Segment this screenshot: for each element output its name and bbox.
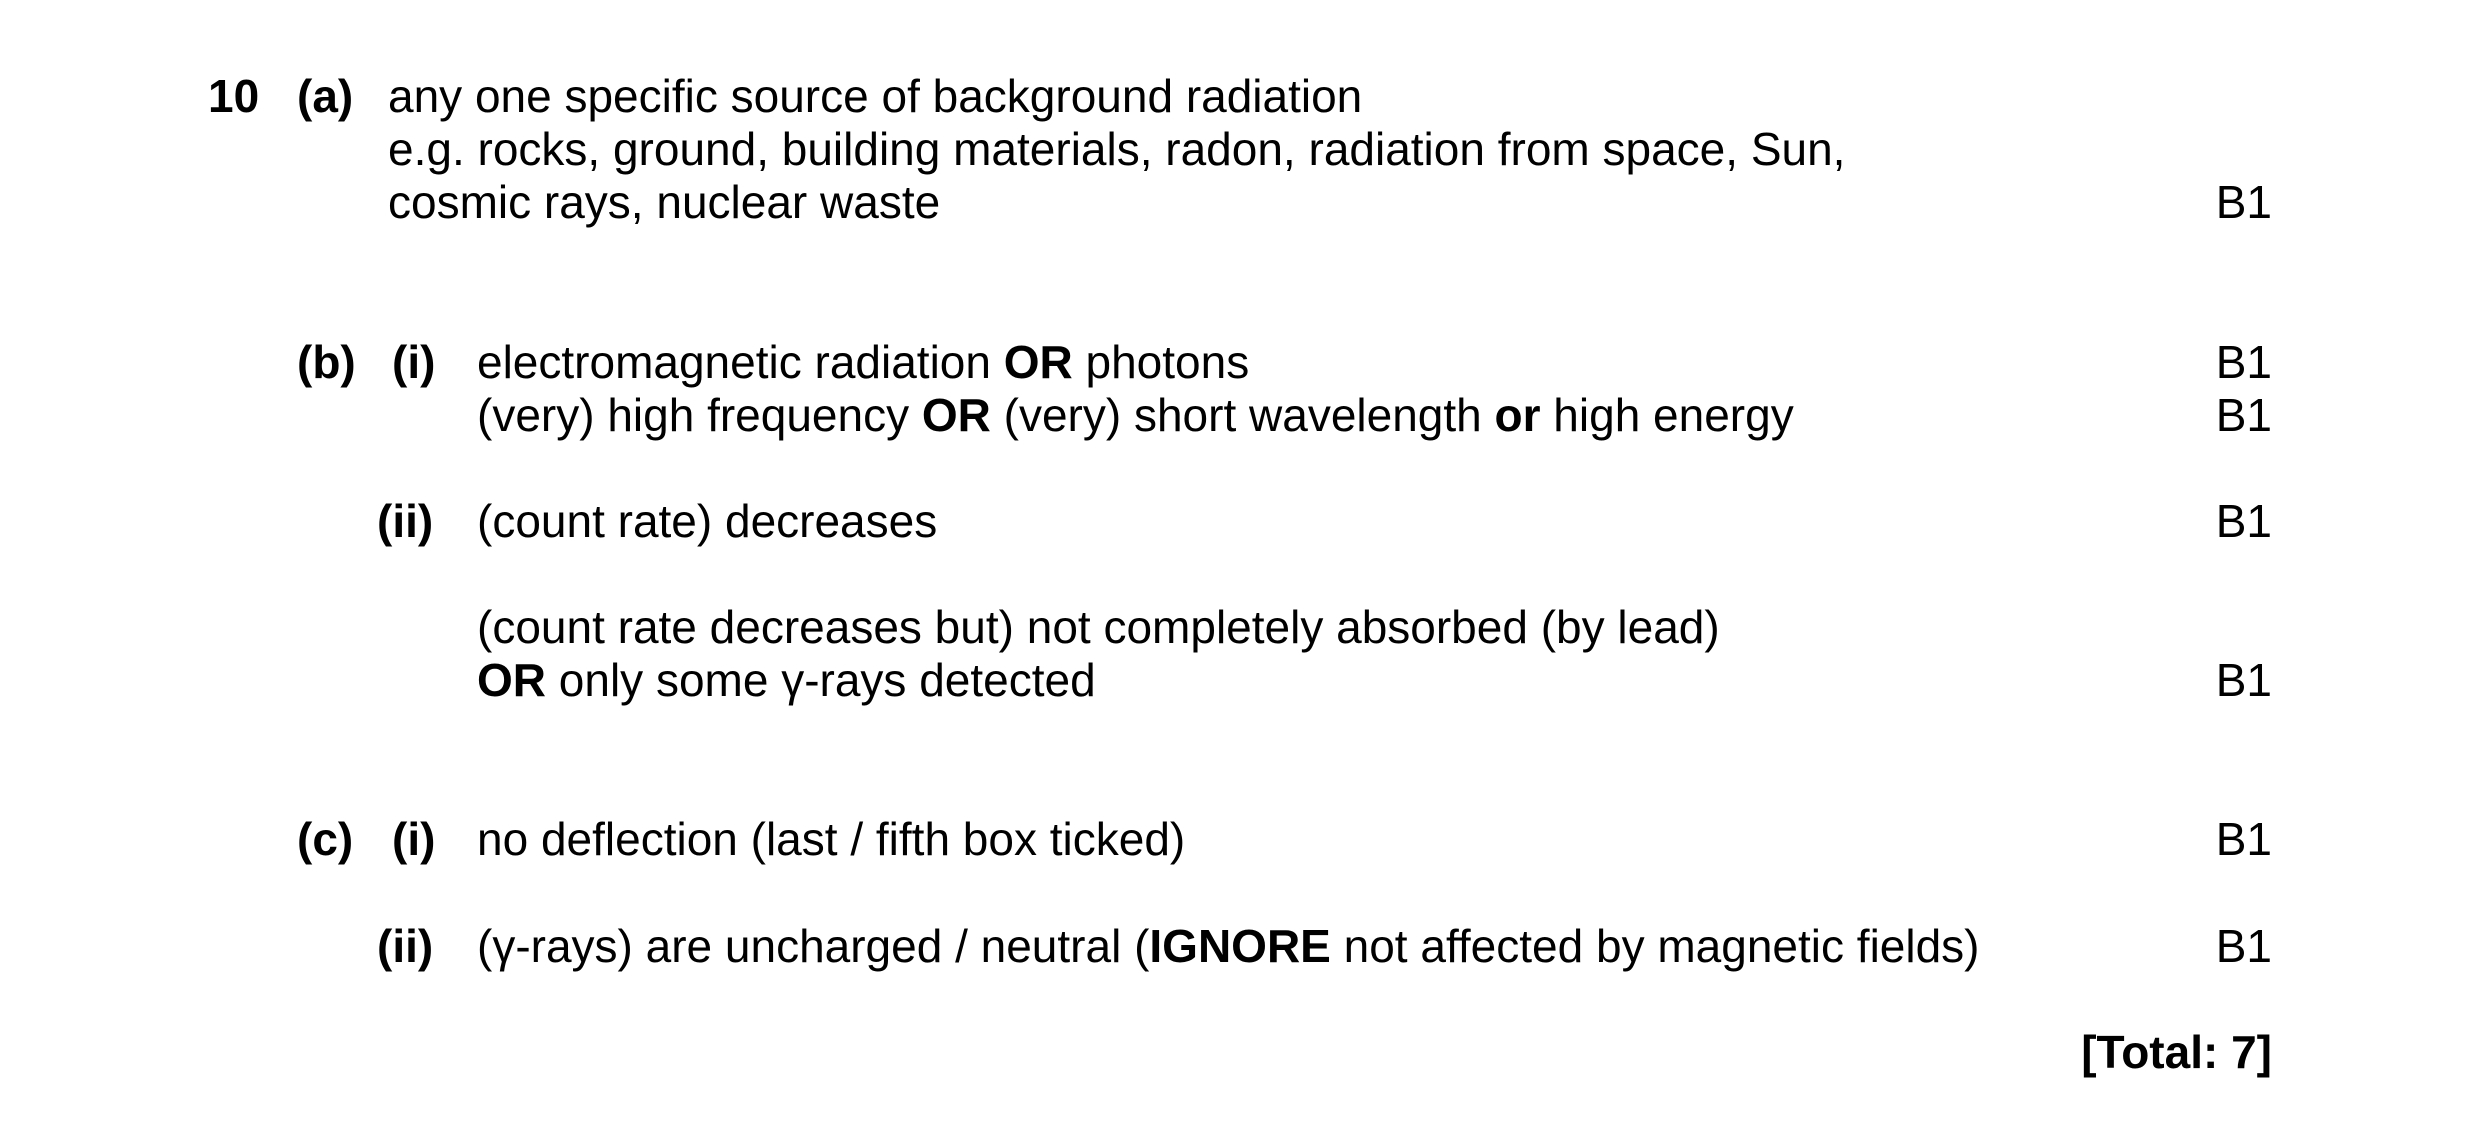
part-c-i-label: (i)	[392, 813, 436, 865]
part-b-ii-line-3: OR only some γ-rays detected	[477, 654, 1096, 706]
part-b-i-mark-1: B1	[2215, 336, 2272, 388]
part-b-ii-line-2: (count rate decreases but) not completely absorbed (by lead)	[477, 601, 1720, 653]
part-b-i-line-1: electromagnetic radiation OR photons	[477, 336, 1250, 388]
part-b-ii-label: (ii)	[377, 495, 434, 547]
part-b-ii-line-1: (count rate) decreases	[477, 495, 938, 547]
part-c-ii-label: (ii)	[377, 920, 434, 972]
part-c-label: (c)	[297, 813, 354, 865]
part-b-i-line-2: (very) high frequency OR (very) short wavelength or high energy	[477, 389, 1794, 441]
part-c-i-text: no deflection (last / fifth box ticked)	[477, 813, 1186, 865]
part-b-label: (b)	[297, 336, 356, 388]
part-b-ii-mark-2: B1	[2215, 654, 2272, 706]
part-a-line-1: any one specific source of background radiation	[388, 70, 1363, 122]
part-c-i-mark: B1	[2215, 813, 2272, 865]
part-a-line-3: cosmic rays, nuclear waste	[388, 176, 941, 228]
total-marks: [Total: 7]	[2081, 1026, 2272, 1078]
part-a-label: (a)	[297, 70, 354, 122]
part-c-ii-text: (γ-rays) are uncharged / neutral (IGNORE not affected by magnetic fields)	[477, 920, 1980, 972]
part-a-mark: B1	[2215, 176, 2272, 228]
part-b-ii-mark-1: B1	[2215, 495, 2272, 547]
part-b-i-mark-2: B1	[2215, 389, 2272, 441]
question-number: 10	[208, 70, 260, 122]
part-a-line-2: e.g. rocks, ground, building materials, radon, radiation from space, Sun,	[388, 123, 1846, 175]
part-b-i-label: (i)	[392, 336, 436, 388]
part-c-ii-mark: B1	[2215, 920, 2272, 972]
